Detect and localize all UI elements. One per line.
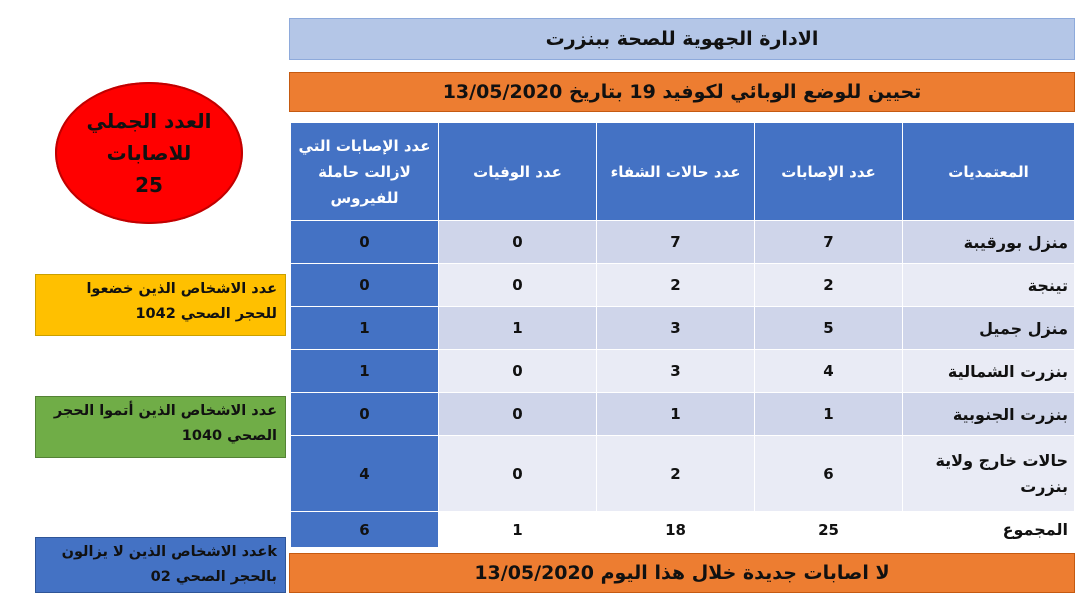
row-active: 0 [291,264,439,307]
total-cases-badge [55,82,243,224]
row-cases: 7 [755,221,903,264]
row-active: 0 [291,393,439,436]
row-cases: 6 [755,436,903,512]
row-deaths: 0 [439,221,597,264]
row-name: تينجة [903,264,1075,307]
row-deaths: 1 [439,307,597,350]
total-name: المجموع [903,512,1075,548]
row-name: حالات خارج ولاية بنزرت [903,436,1075,512]
completed-quarantine-note: عدد الاشخاص الذين أتموا الحجر الصحي 1040 [35,396,286,458]
table-row [291,221,1075,264]
row-name: منزل جميل [903,307,1075,350]
row-cases: 1 [755,393,903,436]
row-recovered: 7 [597,221,755,264]
row-active: 4 [291,436,439,512]
quarantined-note: عدد الاشخاص الذين خضعوا للحجر الصحي 1042 [35,274,286,336]
row-cases: 5 [755,307,903,350]
col-header-deaths: عدد الوفيات [439,123,597,221]
total-deaths: 1 [439,512,597,548]
total-active: 6 [291,512,439,548]
col-header-active: عدد الإصابات التي لازالت حاملة للفيروس [291,123,439,221]
row-recovered: 3 [597,350,755,393]
row-recovered: 2 [597,264,755,307]
row-cases: 2 [755,264,903,307]
row-name: بنزرت الجنوبية [903,393,1075,436]
total-recovered: 18 [597,512,755,548]
cases-table [290,122,1075,548]
row-active: 1 [291,350,439,393]
col-header-recovered: عدد حالات الشفاء [597,123,755,221]
row-name: بنزرت الشمالية [903,350,1075,393]
row-deaths: 0 [439,436,597,512]
table-row [291,307,1075,350]
row-recovered: 2 [597,436,755,512]
update-subtitle: تحيين للوضع الوبائي لكوفيد 19 بتاريخ 13/05/2020 [289,72,1075,112]
row-deaths: 0 [439,264,597,307]
table-row [291,350,1075,393]
page-title: الادارة الجهوية للصحة ببنزرت [289,18,1075,60]
row-deaths: 0 [439,350,597,393]
table-row [291,264,1075,307]
row-active: 0 [291,221,439,264]
footer-banner: لا اصابات جديدة خلال هذا اليوم 13/05/2020 [289,553,1075,593]
row-recovered: 1 [597,393,755,436]
remaining-quarantine-note: kعدد الاشخاص الذين لا يزالون بالحجر الصحي 02 [35,537,286,593]
col-header-delegations: المعتمديات [903,123,1075,221]
row-recovered: 3 [597,307,755,350]
col-header-cases: عدد الإصابات [755,123,903,221]
row-name: منزل بورقيبة [903,221,1075,264]
row-deaths: 0 [439,393,597,436]
total-cases: 25 [755,512,903,548]
table-row [291,393,1075,436]
table-total-row [291,512,1075,548]
row-cases: 4 [755,350,903,393]
row-active: 1 [291,307,439,350]
total-badge-line1: العدد الجملي [86,109,212,133]
table-row [291,436,1075,512]
total-badge-value: 25 [135,173,163,197]
table-header-row [291,123,1075,221]
total-badge-line2: للاصابات [106,141,192,165]
